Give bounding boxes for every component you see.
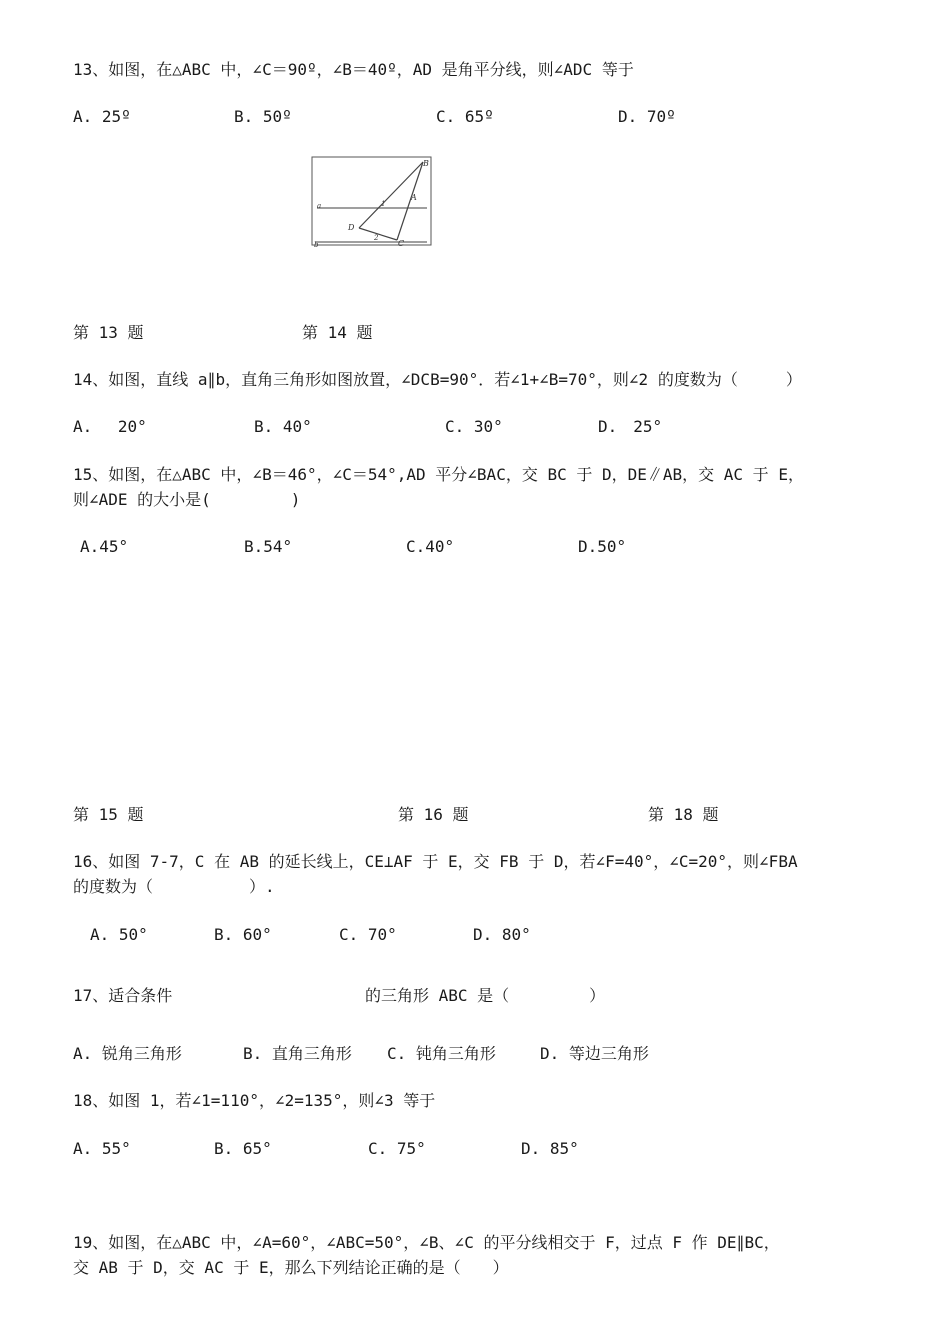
- q18-option-a: A. 55°: [73, 1139, 131, 1158]
- caption-q16: 第 16 题: [398, 805, 469, 824]
- q14-option-d: D. 25°: [598, 417, 663, 436]
- label-b: b: [314, 241, 319, 248]
- q13-stem: 13、如图，在△ABC 中，∠C＝90º，∠B＝40º，AD 是角平分线，则∠ADC 等于: [73, 60, 634, 79]
- q17-option-a: A. 锐角三角形: [73, 1044, 182, 1063]
- q16-option-a: A. 50°: [90, 925, 148, 944]
- q17-option-b: B. 直角三角形: [243, 1044, 352, 1063]
- label-b-top: B: [423, 159, 429, 168]
- q16-option-b: B. 60°: [214, 925, 272, 944]
- q16-stem-line2: 的度数为（ ）.: [73, 877, 275, 896]
- caption-q14: 第 14 题: [302, 323, 373, 342]
- q13-option-b: B. 50º: [234, 107, 292, 126]
- q15-stem-line2: 则∠ADE 的大小是( ): [73, 490, 301, 509]
- q14-option-a: A. 20°: [73, 417, 147, 436]
- q16-stem-line1: 16、如图 7-7，C 在 AB 的延长线上，CE⊥AF 于 E，交 FB 于 D，若∠F=40°，∠C=20°，则∠FBA: [73, 852, 798, 871]
- q18-option-b: B. 65°: [214, 1139, 272, 1158]
- q15-option-d: D.50°: [578, 537, 627, 556]
- q13-option-d: D. 70º: [618, 107, 676, 126]
- label-D: D: [348, 223, 355, 232]
- q18-option-d: D. 85°: [521, 1139, 579, 1158]
- label-angle2: 2: [374, 234, 379, 242]
- q17-option-d: D. 等边三角形: [540, 1044, 649, 1063]
- q14-stem: 14、如图，直线 a∥b，直角三角形如图放置，∠DCB=90°．若∠1+∠B=70°，则∠2 的度数为（ ）: [73, 370, 802, 389]
- q15-option-c: C.40°: [406, 537, 455, 556]
- label-A: A: [411, 193, 417, 202]
- q19-stem-line1: 19、如图，在△ABC 中，∠A=60°，∠ABC=50°，∠B、∠C 的平分线相交于 F，过点 F 作 DE∥BC，: [73, 1233, 780, 1252]
- q14-option-c: C. 30°: [445, 417, 503, 436]
- figure-q14: [311, 156, 433, 248]
- q16-option-c: C. 70°: [339, 925, 397, 944]
- label-a: a: [317, 202, 322, 210]
- q15-stem-line1: 15、如图，在△ABC 中，∠B＝46°，∠C＝54°,AD 平分∠BAC，交 BC 于 D，DE∥AB，交 AC 于 E，: [73, 465, 804, 484]
- label-angle1: 1: [381, 200, 386, 208]
- q15-option-a: A.45°: [80, 537, 129, 556]
- q18-stem: 18、如图 1，若∠1=110°，∠2=135°，则∠3 等于: [73, 1091, 436, 1110]
- q17-stem-part2: 的三角形 ABC 是（ ）: [365, 986, 606, 1005]
- caption-q15: 第 15 题: [73, 805, 144, 824]
- q15-option-b: B.54°: [244, 537, 293, 556]
- q17-stem-part1: 17、适合条件: [73, 986, 173, 1005]
- q14-option-b: B. 40°: [254, 417, 312, 436]
- q13-option-c: C. 65º: [436, 107, 494, 126]
- q17-option-c: C. 钝角三角形: [387, 1044, 496, 1063]
- q16-option-d: D. 80°: [473, 925, 531, 944]
- q19-stem-line2: 交 AB 于 D，交 AC 于 E，那么下列结论正确的是（ ）: [73, 1258, 509, 1277]
- caption-q18: 第 18 题: [648, 805, 719, 824]
- caption-q13: 第 13 题: [73, 323, 144, 342]
- label-C: C: [398, 239, 405, 248]
- q18-option-c: C. 75°: [368, 1139, 426, 1158]
- q13-option-a: A. 25º: [73, 107, 131, 126]
